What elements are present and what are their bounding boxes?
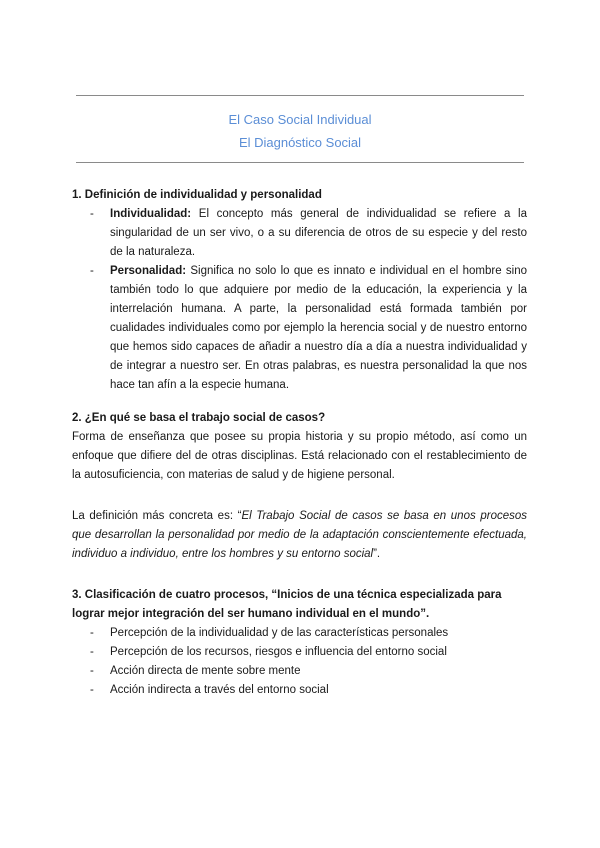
section-3-list xyxy=(72,624,527,700)
term-individualidad: Individualidad: xyxy=(110,208,192,220)
document-title xyxy=(76,108,524,154)
list-item: - Percepción de la individualidad y de las características personales xyxy=(110,624,527,643)
document-body xyxy=(72,186,527,700)
section-1-heading: 1. Definición de individualidad y personalidad xyxy=(72,189,322,201)
definition-personalidad: Significa no solo lo que es innato e individual en el hombre sino también todo lo que adquiere por medio de la educación, la experiencia y la interrelación humana. A parte, la personalidad está formada también por cualidades individuales como por ejemplo la herencia social y de nuestro entorno que hemos sido capaces de añadir a nuestro día a día a nuestra individualidad y de integrar a nuestro ser. En otras palabras, es nuestra personalidad la que nos hace tan afín a la especie humana. xyxy=(110,265,527,391)
section-2-heading: 2. ¿En qué se basa el trabajo social de casos? xyxy=(72,412,326,424)
header-bottom-rule xyxy=(76,162,524,163)
definition-quote: El Trabajo Social de casos se basa en unos procesos que desarrollan la personalidad por medio de la adaptación conscientemente efectuada, individuo a individuo, entre los hombres y su entorno social xyxy=(72,510,528,560)
list-item-individualidad xyxy=(110,205,527,262)
title-line-2: El Diagnóstico Social xyxy=(238,135,362,150)
definition-individualidad: El concepto más general de individualidad se refiere a la singularidad de un ser vivo, o a su diferencia de otros de su especie y del resto de la naturaleza. xyxy=(110,208,527,258)
definition-intro: La definición más concreta es: “ xyxy=(72,510,242,522)
section-1-list xyxy=(72,205,527,395)
list-item: - Acción indirecta a través del entorno social xyxy=(110,681,527,700)
list-item: - Acción directa de mente sobre mente xyxy=(110,662,527,681)
list-item-personalidad xyxy=(110,262,527,395)
header-top-rule xyxy=(76,95,524,96)
definition-end: ”. xyxy=(373,548,381,560)
section-3-heading: 3. Clasificación de cuatro procesos, “Inicios de una técnica especializada para lograr mejor integración del ser humano individual en el mundo”. xyxy=(72,589,502,620)
section-2-paragraph: Forma de enseñanza que posee su propia historia y su propio método, así como un enfoque que difiere del de otras disciplinas. Está relacionado con el restablecimiento de la autosuficiencia, con materias de salud y de higiene personal. xyxy=(72,431,527,481)
section-2-definition xyxy=(72,507,527,564)
term-personalidad: Personalidad: xyxy=(110,265,187,277)
list-item: - Percepción de los recursos, riesgos e influencia del entorno social xyxy=(110,643,527,662)
title-line-1: El Caso Social Individual xyxy=(228,112,372,127)
